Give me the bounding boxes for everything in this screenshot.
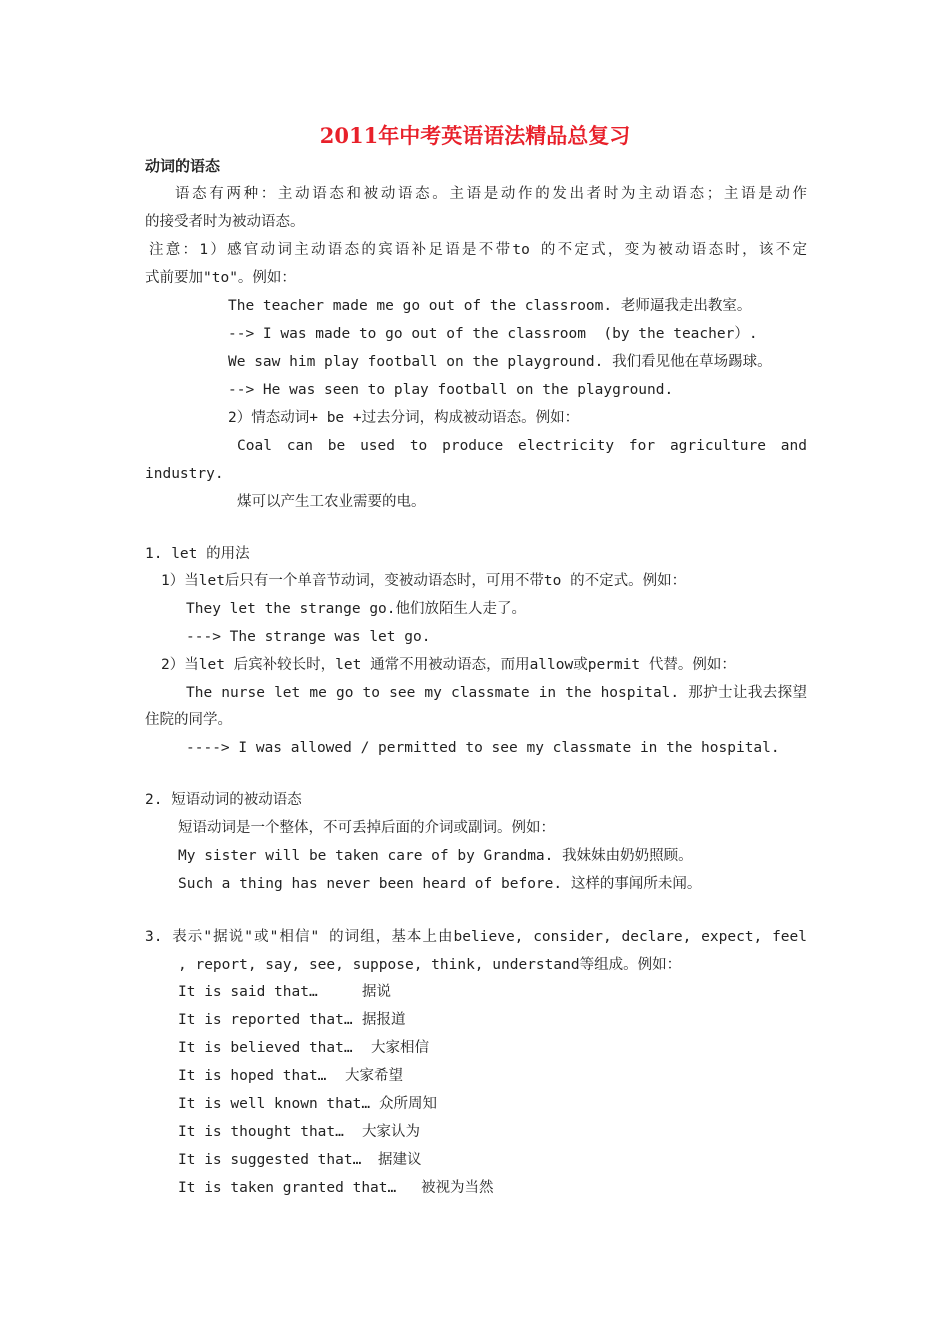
intro-line-2: 的接受者时为被动语态。 <box>145 214 305 230</box>
note-point-2: 2）情态动词+ be +过去分词，构成被动语态。例如： <box>228 410 580 426</box>
phrase-item <box>178 1178 494 1198</box>
section-1-example-1: They let the strange go.他们放陌生人走了。 <box>186 601 527 617</box>
section-1-example-3-line-2: 住院的同学。 <box>145 712 232 728</box>
section-2-example-2: Such a thing has never been heard of before. 这样的事闻所未闻。 <box>178 876 702 892</box>
phrase-english: It is hoped that… <box>178 1068 327 1084</box>
note-line-2: 式前要加"to"。例如： <box>145 270 296 286</box>
section-3-heading-line-1: 3. 表示"据说"或"相信" 的词组，基本上由believe, consider, declare, expect, feel <box>145 929 807 945</box>
example-3: We saw him play football on the playground. 我们看见他在草场踢球。 <box>228 354 772 370</box>
section-2-example-1: My sister will be taken care of by Grandma. 我妹妹由奶奶照顾。 <box>178 848 693 864</box>
document-title: 2011年中考英语语法精品总复习 <box>319 123 631 148</box>
phrase-item <box>178 1038 429 1058</box>
phrase-item <box>178 1094 437 1114</box>
phrase-chinese: 据报道 <box>362 1012 406 1028</box>
section-1-heading: 1. let 的用法 <box>145 546 250 562</box>
section-3-heading-line-2: , report, say, see, suppose, think, understand等组成。例如： <box>178 957 682 973</box>
phrase-item <box>178 1066 403 1086</box>
section-2-heading: 2. 短语动词的被动语态 <box>145 792 302 808</box>
example-5-line-1: Coal can be used to produce electricity for agriculture and <box>237 438 807 454</box>
phrase-item <box>178 1122 420 1142</box>
phrase-chinese: 大家认为 <box>362 1124 420 1140</box>
phrase-chinese: 据建议 <box>378 1152 422 1168</box>
phrase-english: It is suggested that… <box>178 1152 362 1168</box>
phrase-english: It is reported that… <box>178 1012 353 1028</box>
section-2-point: 短语动词是一个整体，不可丢掉后面的介词或副词。例如： <box>178 820 555 836</box>
section-1-example-3-line-1: The nurse let me go to see my classmate in the hospital. 那护士让我去探望 <box>186 685 807 701</box>
phrase-english: It is said that… <box>178 984 318 1000</box>
section-heading: 动词的语态 <box>145 157 221 175</box>
section-1-point-1: 1）当let后只有一个单音节动词，变被动语态时，可用不带to 的不定式。例如： <box>161 573 687 589</box>
example-2: --> I was made to go out of the classroom (by the teacher）. <box>228 326 758 342</box>
phrase-english: It is taken granted that… <box>178 1180 397 1196</box>
intro-line-1: 语态有两种：主动语态和被动语态。主语是动作的发出者时为主动语态；主语是动作 <box>175 186 807 202</box>
phrase-english: It is thought that… <box>178 1124 344 1140</box>
example-1: The teacher made me go out of the classroom. 老师逼我走出教室。 <box>228 298 752 314</box>
phrase-chinese: 据说 <box>362 984 391 1000</box>
example-5-translation: 煤可以产生工农业需要的电。 <box>237 494 426 510</box>
phrase-english: It is well known that… <box>178 1096 371 1112</box>
section-1-point-2: 2）当let 后宾补较长时，let 通常不用被动语态，而用allow或permit 代替。例如： <box>161 657 736 673</box>
note-line-1: 注意：1）感官动词主动语态的宾语补足语是不带to 的不定式，变为被动语态时，该不定 <box>149 242 807 258</box>
phrase-english: It is believed that… <box>178 1040 353 1056</box>
phrase-item <box>178 1150 422 1170</box>
example-5-line-2: industry. <box>145 466 224 482</box>
phrase-chinese: 众所周知 <box>379 1096 437 1112</box>
phrase-chinese: 大家希望 <box>345 1068 403 1084</box>
phrase-item <box>178 982 391 1002</box>
example-4: --> He was seen to play football on the playground. <box>228 382 674 398</box>
phrase-item <box>178 1010 406 1030</box>
section-1-example-2: ---> The strange was let go. <box>186 629 431 645</box>
phrase-chinese: 大家相信 <box>371 1040 429 1056</box>
phrase-chinese: 被视为当然 <box>421 1180 494 1196</box>
section-1-example-4: ----> I was allowed / permitted to see my classmate in the hospital. <box>186 740 780 756</box>
